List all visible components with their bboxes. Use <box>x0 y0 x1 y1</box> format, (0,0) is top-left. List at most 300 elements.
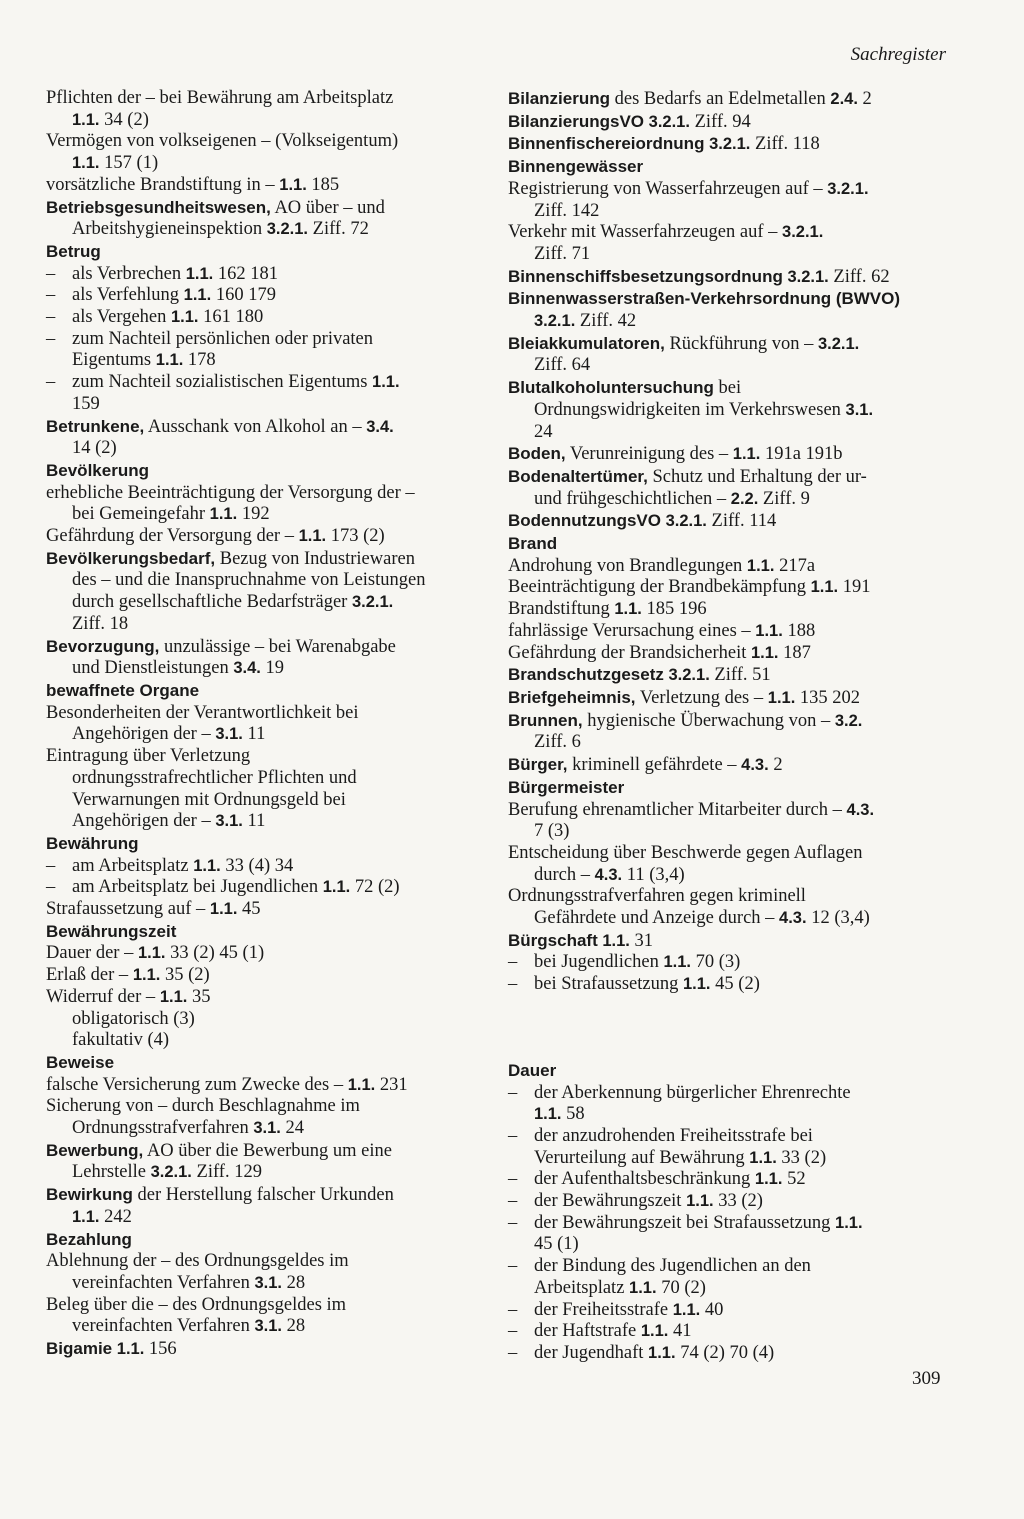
index-headword: Bleiakkumulatoren, <box>508 333 665 353</box>
index-entry-line <box>508 1256 948 1278</box>
index-text: der anzudrohenden Freiheitsstrafe bei <box>534 1125 813 1146</box>
section-reference: 4.3. <box>594 865 623 884</box>
index-text: hygienische Überwachung von – <box>582 710 835 731</box>
index-text: 35 <box>187 986 211 1007</box>
section-reference: 1.1. <box>640 1322 669 1341</box>
index-text: Ziff. 142 <box>534 200 600 221</box>
index-text: unzulässige – bei Warenabgabe <box>159 636 396 657</box>
index-entry-line <box>508 201 948 223</box>
index-text: Eintragung über Verletzung <box>46 746 251 767</box>
index-text: 191a 191b <box>760 444 843 465</box>
index-entry-line <box>46 88 496 110</box>
index-text: 70 (2) <box>656 1277 706 1298</box>
index-text: 33 (2) <box>776 1147 827 1168</box>
index-entry-line <box>46 416 496 439</box>
index-headword: Brandschutzgesetz <box>508 665 664 685</box>
index-text: Arbeitshygieneinspektion <box>72 219 267 240</box>
index-entry-line <box>46 1052 496 1075</box>
index-text: 33 (2) 45 (1) <box>165 943 265 964</box>
index-headword: Betriebsgesundheitswesen, <box>46 197 271 217</box>
index-headword: Bevölkerung <box>46 460 149 480</box>
index-text: 45 <box>237 899 261 920</box>
index-text: der Freiheitsstrafe <box>534 1299 673 1320</box>
section-reference: 1.1. <box>185 264 214 283</box>
index-text: der Haftstrafe <box>534 1321 641 1342</box>
section-reference: 3.2.1. <box>665 512 707 531</box>
index-text: Brandstiftung <box>508 599 615 620</box>
index-text: Eigentums <box>72 350 156 371</box>
index-text: 31 <box>629 930 654 951</box>
index-entry-line <box>46 264 496 286</box>
index-headword: Binnengewässer <box>508 157 644 177</box>
index-text: 173 (2) <box>326 526 385 547</box>
section-reference: 1.1. <box>137 944 166 963</box>
index-text: 74 (2) 70 (4) <box>675 1342 775 1363</box>
index-text: 242 <box>99 1206 132 1227</box>
index-text: Bezug von Industriewaren <box>215 548 415 569</box>
index-text: bei <box>713 378 742 399</box>
index-entry-line <box>46 856 496 878</box>
index-entry-line <box>508 1300 948 1322</box>
index-text: zum Nachteil sozialistischen Eigentums <box>72 372 373 393</box>
section-reference: 1.1. <box>193 856 221 875</box>
index-entry-line <box>46 110 496 132</box>
index-entry-line <box>46 1316 496 1338</box>
section-reference: 1.1. <box>614 600 642 619</box>
index-entry-line <box>46 285 496 307</box>
index-entry-line <box>46 1096 496 1118</box>
index-text: 40 <box>700 1299 724 1320</box>
index-headword: Betrunkene, <box>46 416 145 436</box>
index-entry-line <box>46 1184 496 1207</box>
index-text: kriminell gefährdete – <box>567 755 742 776</box>
index-text: bei Strafaussetzung <box>534 974 683 995</box>
index-entry-line <box>46 1162 496 1184</box>
index-entry-line <box>46 877 496 899</box>
index-entry-line <box>508 443 948 466</box>
index-entry-line <box>46 1075 496 1097</box>
index-entry-line <box>46 438 496 460</box>
index-headword: BilanzierungsVO <box>508 111 645 131</box>
index-text: 162 181 <box>213 263 278 284</box>
index-headword: Bigamie <box>46 1339 113 1359</box>
index-entry-line <box>46 614 496 636</box>
index-entry-line <box>508 908 948 930</box>
section-reference: 2.2. <box>730 489 759 508</box>
index-entry-line <box>508 244 948 266</box>
index-headword: Dauer <box>508 1060 557 1080</box>
index-text: 58 <box>561 1104 585 1125</box>
index-text: 2 <box>768 755 783 776</box>
index-text: 7 (3) <box>534 821 570 842</box>
index-text: 34 (2) <box>99 109 149 130</box>
index-entry-line <box>508 1060 948 1083</box>
index-headword: Brunnen, <box>508 710 583 730</box>
index-text: Schutz und Erhaltung der ur- <box>647 466 867 487</box>
index-text: Gefährdung der Versorgung der – <box>46 526 299 547</box>
index-text: 191 <box>838 577 871 598</box>
index-text: 52 <box>782 1169 806 1190</box>
index-entry-line <box>46 833 496 856</box>
index-text: Verwarnungen mit Ordnungsgeld bei <box>72 789 346 810</box>
index-text: Besonderheiten der Verantwortlichkeit bei <box>46 702 359 723</box>
section-reference: 1.1. <box>183 286 212 305</box>
index-text: und Dienstleistungen <box>72 658 234 679</box>
index-entry-line <box>508 133 948 156</box>
index-text: vereinfachten Verfahren <box>72 1272 255 1293</box>
index-text: 11 (3,4) <box>622 864 685 885</box>
index-text: obligatorisch (3) <box>72 1008 195 1029</box>
index-headword: Bewirkung <box>46 1185 133 1205</box>
section-reference: 3.2.1. <box>648 112 690 131</box>
index-text: 157 (1) <box>99 153 159 174</box>
index-text: fahrlässige Verursachung eines – <box>508 620 756 641</box>
index-text: Verurteilung auf Bewährung <box>534 1147 750 1168</box>
index-text: des Bedarfs an Edelmetallen <box>610 89 831 109</box>
index-text: Beleg über die – des Ordnungsgeldes im <box>46 1294 347 1315</box>
index-entry-line <box>508 886 948 908</box>
index-entry-line <box>46 899 496 921</box>
index-text: Ziff. 62 <box>828 266 890 287</box>
index-text: der Bewährungszeit <box>534 1191 687 1212</box>
index-text: 24 <box>280 1118 304 1139</box>
section-reference: 1.1. <box>209 505 238 524</box>
section-reference: 3.2.1. <box>150 1163 192 1182</box>
section-reference: 3.1. <box>215 812 243 831</box>
index-text: Beeinträchtigung der Brandbekämpfung <box>508 577 811 598</box>
section-reference: 2.4. <box>830 90 858 108</box>
section-reference: 1.1. <box>132 966 161 985</box>
index-headword: Betrug <box>46 241 101 261</box>
section-reference: 1.1. <box>171 308 199 327</box>
index-entry-line <box>508 843 948 865</box>
index-entry-line <box>508 687 948 710</box>
index-headword: Bewerbung, <box>46 1140 144 1160</box>
index-entry-line <box>46 153 496 175</box>
index-entry-line <box>508 710 948 733</box>
index-entry-line <box>46 1295 496 1317</box>
index-text: Lehrstelle <box>72 1162 151 1183</box>
index-headword: Binnenschiffsbesetzungsordnung <box>508 266 783 286</box>
index-text: bei Jugendlichen <box>534 952 664 973</box>
index-entry-line <box>508 1213 948 1235</box>
section-reference: 3.4. <box>233 659 261 678</box>
index-text: 45 (1) <box>534 1234 579 1255</box>
section-reference: 1.1. <box>298 527 327 546</box>
index-text: Ziff. 9 <box>758 488 810 509</box>
section-reference: 1.1. <box>686 1192 714 1211</box>
index-entry-line <box>46 1338 496 1361</box>
index-text: vorsätzliche Brandstiftung in – <box>46 174 280 195</box>
index-text: 11 <box>242 724 266 745</box>
index-text: Ordnungsstrafverfahren <box>72 1118 254 1139</box>
index-entry-line <box>46 329 496 351</box>
index-text: Ziff. 6 <box>534 732 581 753</box>
page-number: 309 <box>912 1368 941 1389</box>
index-text: AO über – und <box>270 197 385 218</box>
section-reference: 1.1. <box>322 878 351 897</box>
index-text: Rückführung von – <box>664 333 818 354</box>
section-reference: 3.2.1. <box>782 223 824 242</box>
section-reference: 1.1. <box>602 931 630 950</box>
index-text: als Verfehlung <box>72 285 184 306</box>
index-entry-line <box>46 219 496 241</box>
section-reference: 1.1. <box>648 1343 676 1362</box>
index-text: Angehörigen der – <box>72 811 216 832</box>
index-entry-line <box>46 768 496 790</box>
section-reference: 1.1. <box>746 556 775 575</box>
section-reference: 3.2.1. <box>351 593 394 612</box>
index-text: als Verbrechen <box>72 263 186 284</box>
index-headword: Bilanzierung <box>508 89 611 108</box>
index-entry-line <box>508 510 948 533</box>
index-entry-line <box>46 372 496 394</box>
section-reference: 3.1. <box>253 1119 281 1138</box>
index-text: Widerruf der – <box>46 986 160 1007</box>
index-text: 12 (3,4) <box>806 908 870 929</box>
running-header: Sachregister <box>850 44 946 65</box>
index-entry-line <box>508 400 948 422</box>
section-reference: 1.1. <box>749 1148 777 1167</box>
index-entry-line <box>508 533 948 556</box>
section-reference: 1.1. <box>663 953 691 972</box>
index-entry-line <box>508 821 948 843</box>
index-text: der Bindung des Jugendlichen an den <box>534 1256 811 1277</box>
index-entry-line <box>508 577 948 599</box>
index-text: 24 <box>534 421 553 442</box>
section-reference: 3.1. <box>254 1317 283 1336</box>
index-text: 11 <box>242 811 266 832</box>
index-headword: BodennutzungsVO <box>508 511 661 531</box>
index-text: am Arbeitsplatz <box>72 855 194 876</box>
index-entry-line <box>508 1278 948 1300</box>
index-headword: Brand <box>508 534 558 554</box>
index-text: der Jugendhaft <box>534 1342 649 1363</box>
index-headword: bewaffnete Organe <box>46 680 200 700</box>
index-text: der Aberkennung bürgerlicher Ehrenrechte <box>534 1082 851 1103</box>
index-headword: Bewährung <box>46 833 139 853</box>
index-text: 178 <box>183 350 216 371</box>
index-entry-line <box>508 1083 948 1105</box>
index-text: Dauer der – <box>46 943 138 964</box>
index-text: 135 202 <box>795 687 861 708</box>
index-text: am Arbeitsplatz bei Jugendlichen <box>72 877 323 898</box>
index-text: der Bewährungszeit bei Strafaussetzung <box>534 1212 836 1233</box>
index-text: als Vergehen <box>72 307 171 328</box>
index-headword: Blutalkoholuntersuchung <box>508 378 714 398</box>
index-text: Registrierung von Wasserfahrzeugen auf – <box>508 178 828 199</box>
index-text: 2 <box>857 89 872 109</box>
index-entry-line <box>508 179 948 201</box>
index-headword: Bürgschaft <box>508 930 598 950</box>
index-entry-line <box>46 241 496 264</box>
index-text: 188 <box>782 620 816 641</box>
index-entry-line <box>46 504 496 526</box>
index-entry-line <box>46 1009 496 1031</box>
index-entry-line <box>46 724 496 746</box>
index-text: 14 (2) <box>72 438 117 459</box>
section-reference: 3.2.1. <box>668 666 710 685</box>
index-entry-line <box>508 222 948 244</box>
index-entry-line <box>46 1030 496 1052</box>
section-reference: 1.1. <box>810 578 839 597</box>
index-text: Ordnungsstrafverfahren gegen kriminell <box>508 886 806 907</box>
section-reference: 1.1. <box>72 154 100 173</box>
index-headword: Binnenfischereiordnung <box>508 134 705 154</box>
index-text: Angehörigen der – <box>72 724 216 745</box>
index-entry-line <box>46 680 496 703</box>
index-text: Strafaussetzung auf – <box>46 899 210 920</box>
index-entry-line <box>508 1148 948 1170</box>
index-text: 33 (2) <box>713 1191 763 1212</box>
index-entry-line <box>46 350 496 372</box>
section-reference: 3.2.1. <box>827 179 869 198</box>
index-text: Ablehnung der – des Ordnungsgeldes im <box>46 1251 349 1272</box>
index-entry-line <box>508 377 948 400</box>
index-entry-line <box>508 1169 948 1191</box>
index-headword: Bodenaltertümer, <box>508 466 648 486</box>
index-text: Arbeitsplatz <box>534 1277 630 1298</box>
index-text: Gefährdung der Brandsicherheit <box>508 642 751 663</box>
index-text: 192 <box>237 504 270 525</box>
index-entry-line <box>46 658 496 680</box>
section-reference: 3.1. <box>254 1273 283 1292</box>
index-entry-line <box>508 865 948 887</box>
index-entry-line <box>508 156 948 179</box>
index-entry-line <box>508 754 948 777</box>
index-entry-line <box>46 1118 496 1140</box>
section-reference: 1.1. <box>72 1207 100 1226</box>
index-text: Ziff. 72 <box>308 219 369 240</box>
index-text: Ziff. 114 <box>706 511 777 532</box>
index-text: Ziff. 51 <box>709 665 771 686</box>
index-headword: Boden, <box>508 444 566 464</box>
index-text: 19 <box>260 658 284 679</box>
index-text: 28 <box>282 1272 306 1293</box>
index-text: falsche Versicherung zum Zwecke des – <box>46 1074 348 1095</box>
section-reference: 1.1. <box>279 175 307 194</box>
index-text: Ziff. 94 <box>689 111 751 132</box>
section-reference: 3.1. <box>215 725 243 744</box>
index-entry-line <box>508 777 948 800</box>
section-reference: 4.3. <box>741 756 769 775</box>
index-text: Ordnungswidrigkeiten im Verkehrswesen <box>534 399 846 420</box>
index-text: der Herstellung falscher Urkunden <box>132 1185 394 1206</box>
index-entry-line <box>46 636 496 659</box>
index-entry-line <box>508 732 948 754</box>
index-entry-line <box>46 703 496 725</box>
section-reference: 3.2.1. <box>709 135 751 154</box>
index-text: 160 179 <box>211 285 276 306</box>
section-reference: 1.1. <box>72 110 100 129</box>
index-text: durch – <box>534 864 595 885</box>
index-text: 35 (2) <box>160 965 210 986</box>
index-text: Ziff. 71 <box>534 243 591 264</box>
section-reference: 1.1. <box>755 621 783 640</box>
index-entry-line <box>46 197 496 220</box>
index-entry-line <box>46 526 496 548</box>
index-entry-line <box>508 88 948 111</box>
index-text: 156 <box>144 1339 177 1360</box>
index-text: Gefährdete und Anzeige durch – <box>534 908 780 929</box>
index-text: Verletzung des – <box>635 687 768 708</box>
index-text: Ziff. 18 <box>72 613 129 634</box>
index-entry-line <box>508 1234 948 1256</box>
section-reference: 4.3. <box>846 800 875 819</box>
index-headword: Bevorzugung, <box>46 636 160 656</box>
index-entry-line <box>508 288 948 311</box>
index-entry-line <box>508 800 948 822</box>
index-text: Ziff. 129 <box>191 1162 262 1183</box>
index-headword: Bezahlung <box>46 1229 132 1249</box>
index-entry-line <box>46 1140 496 1163</box>
section-reference: 1.1. <box>372 373 400 392</box>
index-entry-line <box>46 592 496 614</box>
section-reference: 1.1. <box>159 987 188 1006</box>
index-headword: Beweise <box>46 1052 115 1072</box>
section-reference: 3.2.1. <box>534 312 576 331</box>
index-text: Ziff. 42 <box>575 311 637 332</box>
section-reference: 1.1. <box>732 445 761 464</box>
index-text: fakultativ (4) <box>72 1030 170 1051</box>
index-text: 185 196 <box>641 599 707 620</box>
index-entry-line <box>508 422 948 444</box>
index-text: bei Gemeingefahr <box>72 504 210 525</box>
section-reference: 4.3. <box>779 909 807 928</box>
index-text: AO über die Bewerbung um eine <box>143 1140 392 1161</box>
index-entry-line <box>508 266 948 289</box>
section-reference: 1.1. <box>750 643 779 662</box>
index-entry-line <box>46 746 496 768</box>
index-entry-line <box>508 333 948 356</box>
index-text: 231 <box>375 1074 408 1095</box>
index-entry-line <box>508 664 948 687</box>
index-entry-line <box>508 1321 948 1343</box>
section-reference: 3.2.1. <box>817 334 860 353</box>
section-reference: 1.1. <box>754 1170 783 1189</box>
index-text: 161 180 <box>198 307 264 328</box>
index-entry-line <box>508 1343 948 1365</box>
index-text: Ziff. 118 <box>750 134 820 155</box>
index-text: Verkehr mit Wasserfahrzeugen auf – <box>508 222 783 243</box>
section-reference: 1.1. <box>672 1300 701 1319</box>
index-text: 72 (2) <box>350 877 400 898</box>
index-entry-line <box>46 1273 496 1295</box>
index-text: Erlaß der – <box>46 965 133 986</box>
section-reference: 1.1. <box>835 1213 863 1232</box>
index-entry-line <box>46 131 496 153</box>
index-text: 41 <box>668 1321 692 1342</box>
index-text: 70 (3) <box>691 952 741 973</box>
index-entry-line <box>46 548 496 571</box>
section-reference: 1.1. <box>534 1105 562 1124</box>
index-text: Berufung ehrenamtlicher Mitarbeiter durch – <box>508 799 847 820</box>
index-headword: Briefgeheimnis, <box>508 687 636 707</box>
index-entry-line <box>46 307 496 329</box>
section-reference: 3.2.1. <box>266 220 309 239</box>
section-reference: 3.1. <box>845 400 874 419</box>
index-text: und frühgeschichtlichen – <box>534 488 731 509</box>
index-entry-line <box>508 621 948 643</box>
index-text: 187 <box>778 642 811 663</box>
index-entry-line <box>508 1126 948 1148</box>
index-headword: Bewährungszeit <box>46 921 177 941</box>
index-text: 185 <box>306 174 340 195</box>
index-entry-line <box>508 111 948 134</box>
index-entry-line <box>46 943 496 965</box>
index-text: des – und die Inanspruchnahme von Leistungen <box>72 570 426 591</box>
index-entry-line <box>46 1207 496 1229</box>
